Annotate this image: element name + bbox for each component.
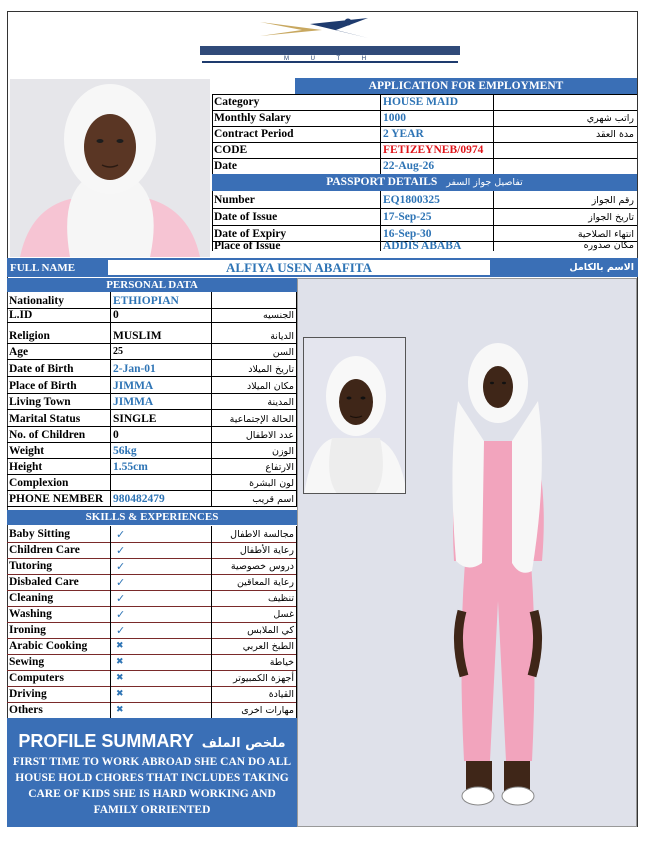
personal-label: Religion [9, 331, 50, 342]
personal-label: Weight [9, 446, 45, 457]
skill-ar: غسل [273, 609, 294, 620]
skill-label: Arabic Cooking [9, 641, 88, 652]
employment-ar: راتب شهري [586, 113, 634, 124]
passport-label: Date of Expiry [214, 229, 287, 240]
personal-value: 2-Jan-01 [113, 364, 156, 375]
skill-row-rule [7, 590, 297, 591]
personal-value: ETHIOPIAN [113, 296, 179, 307]
personal-row-rule [7, 490, 297, 491]
logo-latin-text: M U T H [283, 56, 377, 62]
cross-icon: ✖ [116, 657, 124, 667]
personal-label: Date of Birth [9, 364, 74, 375]
passport-row-rule [212, 208, 637, 209]
passport-label: Date of Issue [214, 212, 278, 223]
personal-col-rule [110, 292, 111, 506]
check-icon: ✓ [116, 560, 126, 573]
employment-label: Date [214, 161, 237, 172]
skill-ar: مجالسة الاطفال [230, 529, 294, 540]
personal-row-rule [7, 474, 297, 475]
skill-ar: مهارات اخرى [241, 705, 294, 716]
passport-ar: رقم الجواز [591, 195, 634, 206]
personal-ar: الوزن [271, 446, 294, 457]
personal-label: Age [9, 347, 29, 358]
cross-icon: ✖ [116, 641, 124, 651]
employment-label: Monthly Salary [214, 113, 291, 124]
cross-icon: ✖ [116, 673, 124, 683]
skill-ar: كي الملابس [247, 625, 294, 636]
personal-ar: الارتفاع [265, 462, 294, 473]
employment-label: Category [214, 97, 260, 108]
skill-row-rule [7, 622, 297, 623]
passport-title: PASSPORT DETAILS [326, 176, 438, 188]
profile-summary-heading [7, 731, 297, 752]
personal-row-rule [7, 506, 297, 507]
skills-header: SKILLS & EXPERIENCES [7, 510, 297, 525]
personal-label: Complexion [9, 478, 69, 489]
personal-ar: مكان الميلاد [246, 381, 294, 392]
employment-row-rule [212, 142, 637, 143]
personal-label: Living Town [9, 397, 71, 408]
employment-label: CODE [214, 145, 248, 156]
passport-value: 16-Sep-30 [383, 229, 432, 240]
personal-value: JIMMA [113, 381, 154, 392]
skill-label: Driving [9, 689, 47, 700]
passport-col-rule [493, 191, 494, 251]
skill-ar: رعاية المعاقين [236, 577, 294, 588]
skill-ar: دروس خصوصية [230, 561, 294, 572]
employment-col-rule [380, 94, 381, 174]
skill-label: Tutoring [9, 561, 53, 572]
personal-value: SINGLE [113, 413, 157, 425]
personal-value: 25 [113, 346, 123, 357]
employment-top-rule [212, 94, 637, 95]
personal-row-rule [7, 322, 297, 323]
profile-summary-title-ar: ملخص الملف [201, 736, 286, 751]
personal-row-rule [7, 426, 297, 427]
passport-ar: انتهاء الصلاحية [577, 229, 634, 240]
employment-row-rule [212, 126, 637, 127]
company-logo [190, 14, 470, 70]
personal-ar: اسم قريب [252, 494, 294, 505]
skill-label: Children Care [9, 545, 80, 556]
personal-row-rule [7, 359, 297, 360]
check-icon: ✓ [116, 544, 126, 557]
personal-row-rule [7, 308, 297, 309]
skill-label: Computers [9, 673, 64, 684]
cross-icon: ✖ [116, 705, 124, 715]
skill-row-rule [7, 686, 297, 687]
passport-value: 17-Sep-25 [383, 212, 432, 223]
personal-ar: المدينة [267, 397, 294, 408]
face-photo-inset [303, 337, 406, 494]
passport-row-rule [212, 225, 637, 226]
full-name-value: ALFIYA USEN ABAFITA [226, 261, 372, 274]
logo-arabic-text [360, 22, 362, 23]
employment-col-rule [493, 94, 494, 174]
skill-row-rule [7, 606, 297, 607]
employment-value: FETIZEYNEB/0974 [383, 145, 484, 156]
skill-row-rule [7, 542, 297, 543]
passport-value: ADDIS ABABA [383, 241, 462, 252]
skill-row-rule [7, 638, 297, 639]
passport-ar: تاريخ الجواز [588, 212, 634, 223]
skill-row-rule [7, 574, 297, 575]
passport-value: EQ1800325 [383, 195, 440, 206]
employment-value: 22-Aug-26 [383, 161, 435, 172]
skill-label: Baby Sitting [9, 529, 71, 540]
personal-row-rule [7, 442, 297, 443]
passport-header [212, 174, 637, 191]
full-body-figure [428, 341, 568, 821]
employment-value: 2 YEAR [383, 129, 424, 140]
application-header: APPLICATION FOR EMPLOYMENT [295, 78, 637, 94]
passport-col-rule [380, 191, 381, 251]
personal-label: No. of Children [9, 430, 86, 441]
skill-ar: الطبخ العربي [242, 641, 294, 652]
employment-value: 1000 [383, 113, 406, 124]
full-name-ar: الاسم بالكامل [569, 262, 634, 273]
personal-ar: تاريخ الميلاد [248, 364, 294, 375]
personal-value: JIMMA [113, 397, 154, 408]
personal-ar: لون البشرة [249, 478, 294, 489]
personal-value: 0 [113, 429, 119, 441]
skill-col-rule [110, 526, 111, 718]
employment-row-rule [212, 110, 637, 111]
profile-summary-title: PROFILE SUMMARY [18, 731, 194, 751]
skill-label: Others [9, 705, 43, 716]
personal-label: Marital Status [9, 414, 81, 425]
logo-tagline [200, 59, 204, 60]
profile-summary-text: FIRST TIME TO WORK ABROAD SHE CAN DO ALL HOUSE HOLD CHORES THAT INCLUDES TAKING CARE OF KIDS SHE IS HARD WORKING AND FAMILY ORRIENTED [12, 756, 292, 816]
full-name-label: FULL NAME [10, 263, 76, 274]
personal-row-rule [7, 343, 297, 344]
check-icon: ✓ [116, 608, 126, 621]
check-icon: ✓ [116, 528, 126, 541]
skill-ar: خياطة [269, 657, 294, 668]
check-icon: ✓ [116, 624, 126, 637]
employment-value: HOUSE MAID [383, 97, 459, 108]
skill-label: Cleaning [9, 593, 54, 604]
skill-ar: رعاية الأطفال [239, 545, 294, 556]
candidate-portrait-photo [10, 79, 210, 257]
personal-ar: الحالة الإجتماعية [229, 414, 294, 425]
passport-col-rule [212, 191, 213, 251]
personal-row-rule [7, 393, 297, 394]
check-icon: ✓ [116, 576, 126, 589]
personal-label: L.ID [9, 310, 33, 321]
employment-col-rule [212, 94, 213, 174]
skill-ar: تنظيف [267, 593, 294, 604]
employment-row-rule [212, 158, 637, 159]
employment-ar: مدة العقد [596, 129, 634, 140]
skill-col-rule [211, 526, 212, 718]
skill-label: Sewing [9, 657, 45, 668]
personal-row-rule [7, 376, 297, 377]
personal-value: 980482479 [113, 494, 165, 505]
personal-label: Nationality [9, 296, 64, 307]
check-icon: ✓ [116, 592, 126, 605]
passport-label: Place of Issue [214, 241, 281, 252]
employment-label: Contract Period [214, 129, 294, 140]
passport-title-ar: تفاصيل جواز السفر [446, 177, 523, 188]
passport-ar: مكان صدوره [583, 240, 634, 251]
personal-value: MUSLIM [113, 330, 162, 342]
personal-value: 0 [113, 309, 119, 321]
personal-data-header: PERSONAL DATA [7, 278, 297, 292]
personal-ar: الديانة [270, 331, 294, 342]
skill-ar: أجهزة الكمبيوتر [233, 673, 294, 684]
personal-ar: عدد الاطفال [245, 430, 294, 441]
skill-row-rule [7, 654, 297, 655]
skill-ar: القيادة [268, 689, 294, 700]
skill-label: Disbaled Care [9, 577, 79, 588]
skill-label: Washing [9, 609, 52, 620]
personal-value: 1.55cm [113, 462, 148, 473]
passport-label: Number [214, 195, 255, 206]
skill-row-rule [7, 670, 297, 671]
personal-value: 56kg [113, 446, 137, 457]
full-body-photo-panel [297, 278, 637, 827]
skill-row-rule [7, 702, 297, 703]
personal-ar: السن [272, 347, 294, 358]
skill-row-rule [7, 558, 297, 559]
personal-label: PHONE NEMBER [9, 494, 104, 505]
cross-icon: ✖ [116, 689, 124, 699]
personal-col-rule [211, 292, 212, 506]
personal-label: Place of Birth [9, 381, 77, 392]
personal-row-rule [7, 458, 297, 459]
personal-ar: الجنسيه [263, 310, 294, 321]
skill-label: Ironing [9, 625, 46, 636]
personal-row-rule [7, 409, 297, 410]
personal-label: Height [9, 462, 43, 473]
